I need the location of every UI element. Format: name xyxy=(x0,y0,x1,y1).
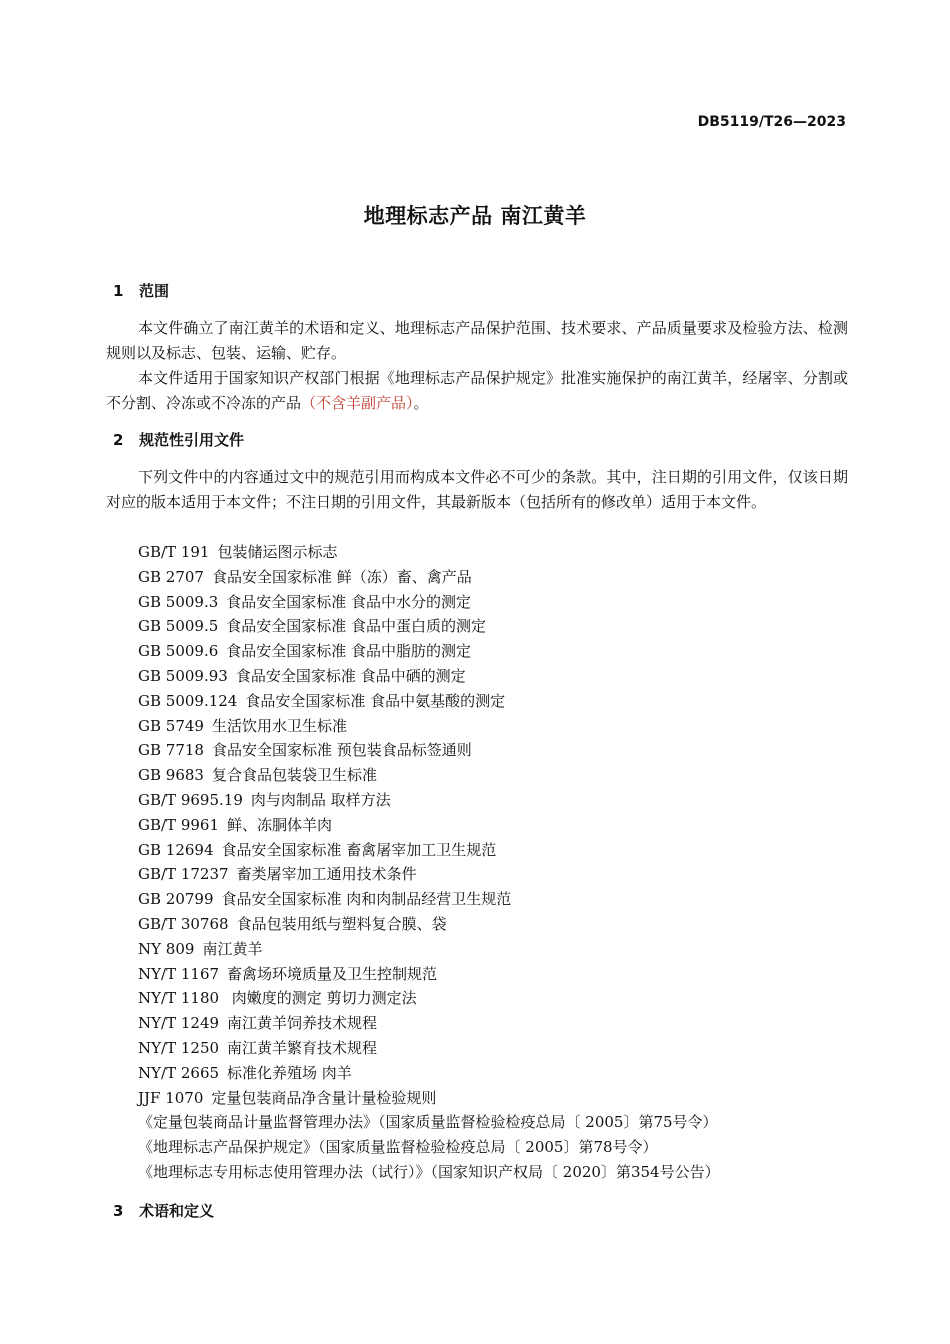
document-number: DB5119/T26—2023 xyxy=(697,114,846,130)
reference-title: 复合食品包装袋卫生标准 xyxy=(211,766,377,785)
reference-code: GB 7718 xyxy=(138,741,204,760)
section-2-title: 规范性引用文件 xyxy=(139,431,245,449)
section-3-title: 术语和定义 xyxy=(139,1202,215,1220)
reference-code: JJF 1070 xyxy=(138,1088,204,1107)
section-2-intro: 下列文件中的内容通过文中的规范引用而构成本文件必不可少的条款。其中，注日期的引用文件，仅该日期对应的版本适用于本文件；不注日期的引用文件，其最新版本（包括所有的修改单）适用于本文件。 xyxy=(106,468,848,511)
reference-item xyxy=(138,862,858,887)
reference-item xyxy=(138,689,858,714)
section-1-number: 1 xyxy=(113,282,124,300)
reference-item xyxy=(138,1135,858,1160)
section-1-paragraph-2-end: 。 xyxy=(413,394,429,412)
reference-item xyxy=(138,614,858,639)
section-1-title: 范围 xyxy=(139,282,170,300)
reference-item xyxy=(138,937,858,962)
reference-item xyxy=(138,540,858,565)
reference-item xyxy=(138,986,858,1011)
reference-title: 南江黄羊 xyxy=(202,939,263,958)
reference-code: GB 20799 xyxy=(138,890,214,909)
section-3-number: 3 xyxy=(113,1202,124,1220)
reference-code: GB 5009.6 xyxy=(138,642,219,661)
section-2-number: 2 xyxy=(113,431,124,449)
reference-item xyxy=(138,838,858,863)
reference-item xyxy=(138,664,858,689)
reference-code: GB 5749 xyxy=(138,716,204,735)
reference-code: GB 2707 xyxy=(138,567,204,586)
reference-title: 生活饮用水卫生标准 xyxy=(211,716,347,735)
reference-title: 食品安全国家标准 食品中蛋白质的测定 xyxy=(226,617,487,636)
reference-code: NY 809 xyxy=(138,939,195,958)
reference-title: 食品安全国家标准 食品中脂肪的测定 xyxy=(226,642,472,661)
reference-code: NY/T 2665 xyxy=(138,1063,220,1082)
reference-title: 鲜、冻胴体羊肉 xyxy=(227,815,333,834)
reference-title: 食品安全国家标准 食品中水分的测定 xyxy=(226,592,472,611)
reference-title: 定量包装商品净含量计量检验规则 xyxy=(211,1088,437,1107)
reference-item xyxy=(138,1036,858,1061)
document-title: 地理标志产品 南江黄羊 xyxy=(363,204,587,228)
reference-item xyxy=(138,590,858,615)
reference-code: NY/T 1250 xyxy=(138,1038,220,1057)
reference-title: 肉嫩度的测定 剪切力测定法 xyxy=(227,989,417,1008)
section-1-heading xyxy=(113,280,169,301)
reference-title: 食品安全国家标准 预包装食品标签通则 xyxy=(211,741,472,760)
section-1-paragraph-2-note: （不含羊副产品） xyxy=(301,394,414,412)
reference-title: 畜类屠宰加工通用技术条件 xyxy=(236,865,417,884)
reference-code: NY/T 1180 xyxy=(138,989,220,1008)
reference-title: 包装储运图示标志 xyxy=(217,543,338,561)
reference-item xyxy=(138,912,858,937)
reference-title: 食品安全国家标准 鲜（冻）畜、禽产品 xyxy=(211,567,472,586)
section-1-paragraph-2 xyxy=(106,366,848,416)
reference-code: GB/T 191 xyxy=(138,543,210,561)
reference-item xyxy=(138,1011,858,1036)
reference-item xyxy=(138,738,858,763)
reference-code: NY/T 1249 xyxy=(138,1014,220,1033)
reference-item xyxy=(138,962,858,987)
reference-title: 《定量包装商品计量监督管理办法》（国家质量监督检验检疫总局〔 2005〕第75号令） xyxy=(138,1113,718,1132)
reference-item xyxy=(138,763,858,788)
reference-item xyxy=(138,887,858,912)
reference-title: 标准化养殖场 肉羊 xyxy=(227,1063,352,1082)
reference-title: 南江黄羊饲养技术规程 xyxy=(227,1014,378,1033)
reference-code: GB 5009.93 xyxy=(138,666,228,685)
reference-item xyxy=(138,1160,858,1185)
reference-item xyxy=(138,813,858,838)
reference-title: 《地理标志产品保护规定》（国家质量监督检验检疫总局〔 2005〕第78号令） xyxy=(138,1138,658,1157)
reference-code: GB 9683 xyxy=(138,766,204,785)
normative-reference-list xyxy=(138,540,858,1185)
reference-item xyxy=(138,1061,858,1086)
reference-code: GB/T 9961 xyxy=(138,815,220,834)
reference-title: 食品安全国家标准 畜禽屠宰加工卫生规范 xyxy=(221,840,497,859)
section-3-heading xyxy=(113,1200,214,1221)
reference-title: 食品安全国家标准 肉和肉制品经营卫生规范 xyxy=(221,890,512,909)
reference-code: GB 5009.124 xyxy=(138,691,238,710)
reference-title: 食品安全国家标准 食品中氨基酸的测定 xyxy=(245,691,506,710)
section-1-paragraph-1: 本文件确立了南江黄羊的术语和定义、地理标志产品保护范围、技术要求、产品质量要求及检验方法、检测规则以及标志、包装、运输、贮存。 xyxy=(106,319,848,362)
reference-item xyxy=(138,565,858,590)
section-1-paragraph-2-text: 本文件适用于国家知识产权部门根据《地理标志产品保护规定》批准实施保护的南江黄羊，经屠宰、分割或不分割、冷冻或不冷冻的产品 xyxy=(106,369,848,412)
reference-title: 肉与肉制品 取样方法 xyxy=(250,790,391,809)
reference-title: 食品安全国家标准 食品中硒的测定 xyxy=(235,666,466,685)
reference-title: 《地理标志专用标志使用管理办法（试行）》（国家知识产权局〔 2020〕第354号公告） xyxy=(138,1162,720,1181)
reference-code: GB 5009.5 xyxy=(138,617,219,636)
reference-item xyxy=(138,714,858,739)
reference-item xyxy=(138,1086,858,1111)
reference-code: GB/T 30768 xyxy=(138,914,229,933)
reference-code: GB/T 9695.19 xyxy=(138,790,243,809)
reference-title: 畜禽场环境质量及卫生控制规范 xyxy=(227,964,438,983)
reference-code: GB/T 17237 xyxy=(138,865,229,884)
reference-code: GB 12694 xyxy=(138,840,214,859)
section-2-heading xyxy=(113,429,244,450)
reference-title: 食品包装用纸与塑料复合膜、袋 xyxy=(236,914,447,933)
reference-item xyxy=(138,1110,858,1135)
reference-code: GB 5009.3 xyxy=(138,592,219,611)
reference-code: NY/T 1167 xyxy=(138,964,220,983)
reference-title: 南江黄羊繁育技术规程 xyxy=(227,1038,378,1057)
reference-item xyxy=(138,639,858,664)
reference-item xyxy=(138,788,858,813)
